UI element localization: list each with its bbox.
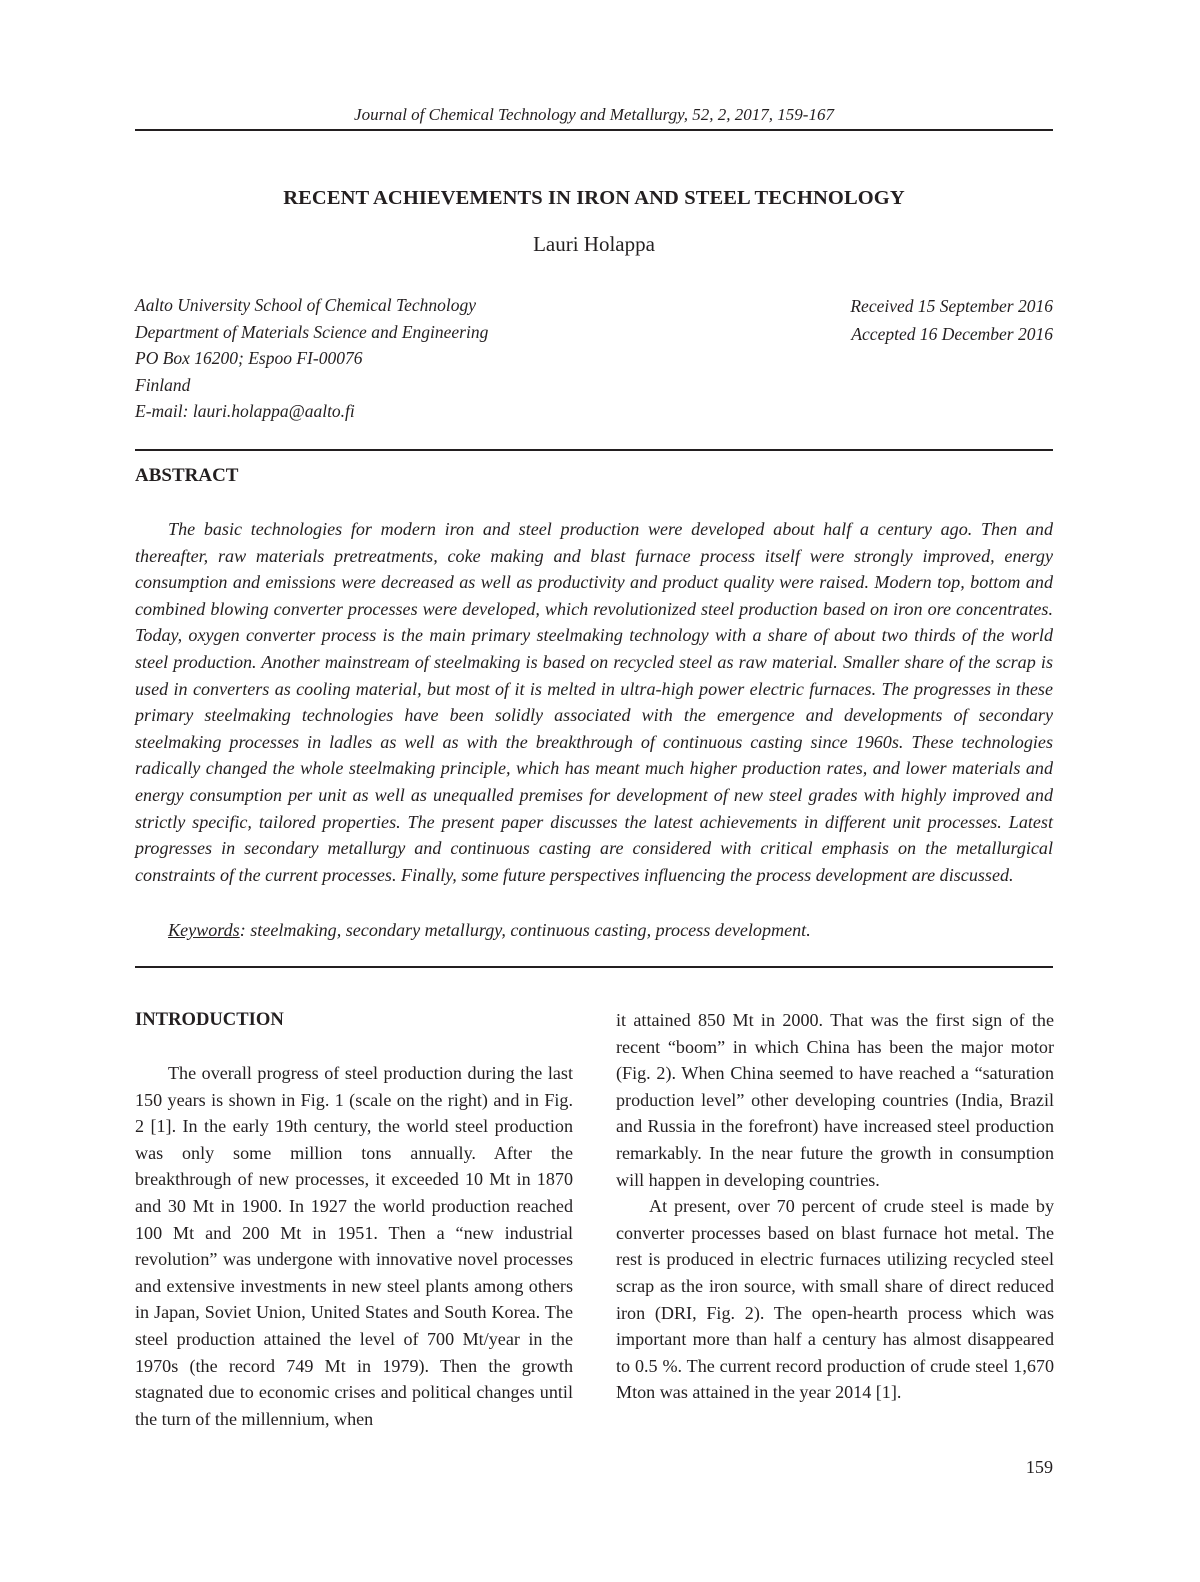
keywords-text: : steelmaking, secondary metallurgy, continuous casting, process development. — [239, 920, 811, 940]
author-affiliation — [135, 292, 655, 425]
journal-citation: Journal of Chemical Technology and Metallurgy, 52, 2, 2017, 159-167 — [354, 105, 834, 124]
header-rule — [135, 129, 1053, 131]
abstract-heading: ABSTRACT — [135, 465, 239, 486]
article-title: RECENT ACHIEVEMENTS IN IRON AND STEEL TECHNOLOGY — [283, 187, 905, 209]
affiliation-email: E-mail: lauri.holappa@aalto.fi — [135, 401, 355, 422]
abstract-text: The basic technologies for modern iron and steel production were developed about half a century ago. Then and thereafter, raw materials pretreatments, coke making and blast furnace process itself were strongly improved, energy consumption and emissions were decreased as well as productivity and product quality were raised. Modern top, bottom and combined blowing converter processes were developed, which revolutionized steel production based on iron ore concentrates. Today, oxygen converter process is the main primary steelmaking technology with a share of about two thirds of the world steel production. Another mainstream of steelmaking is based on recycled steel as raw material. Smaller share of the scrap is used in converters as cooling material, but most of it is melted in ultra-high power electric furnaces. The progresses in these primary steelmaking technologies have been solidly associated with the emergence and developments of secondary steelmaking processes in ladles as well as with the breakthrough of continuous casting since 1960s. These technologies radically changed the whole steelmaking principle, which has meant much higher production rates, and lower materials and energy consumption per unit as well as unequalled premises for development of new steel grades with highly improved and strictly specific, tailored properties. The present paper discusses the latest achievements in different unit processes. Latest progresses in secondary metallurgy and continuous casting are considered with critical emphasis on the metallurgical constraints of the current processes. Finally, some future perspectives influencing the process development are discussed. — [135, 519, 1053, 885]
page-number: 159 — [1025, 1457, 1053, 1477]
author-name: Lauri Holappa — [533, 232, 655, 256]
intro-paragraph-1-continued: it attained 850 Mt in 2000. That was the first sign of the recent “boom” in which China has been the major motor (Fig. 2). When China seemed to have reached a “saturation production level” other developing countries (India, Brazil and Russia in the forefront) have increased steel production remarkably. In the near future the growth in consumption will happen in developing countries. — [616, 1010, 1054, 1190]
keywords-label: Keywords — [168, 920, 240, 940]
introduction-heading: INTRODUCTION — [135, 1009, 284, 1030]
abstract-top-rule — [135, 449, 1053, 451]
received-date: Received 15 September 2016 — [850, 296, 1053, 316]
article-dates — [653, 292, 1053, 348]
accepted-date: Accepted 16 December 2016 — [851, 324, 1053, 344]
left-column — [135, 1007, 573, 1432]
affiliation-line: Finland — [135, 374, 191, 395]
affiliation-line: Aalto University School of Chemical Technology — [135, 295, 477, 315]
right-column — [616, 1007, 1054, 1406]
keywords — [135, 917, 1053, 944]
abstract-bottom-rule — [135, 966, 1053, 968]
affiliation-line: Department of Materials Science and Engineering — [135, 321, 489, 342]
intro-paragraph-2: At present, over 70 percent of crude steel is made by converter processes based on blast furnace hot metal. The rest is produced in electric furnaces utilizing recycled steel scrap as the iron source, with small share of direct reduced iron (DRI, Fig. 2). The open-hearth process which was important more than half a century has almost disappeared to 0.5 %. The current record production of crude steel 1,670 Mton was attained in the year 2014 [1]. — [616, 1196, 1054, 1403]
intro-paragraph-1: The overall progress of steel production during the last 150 years is shown in Fig. 1 (scale on the right) and in Fig. 2 [1]. In the early 19th century, the world steel production was only some million tons annually. After the breakthrough of new processes, it exceeded 10 Mt in 1870 and 30 Mt in 1900. In 1927 the world production reached 100 Mt and 200 Mt in 1951. Then a “new industrial revolution” was undergone with innovative novel processes and extensive investments in new steel plants among others in Japan, Soviet Union, United States and South Korea. The steel production attained the level of 700 Mt/year in the 1970s (the record 749 Mt in 1979). Then the growth stagnated due to economic crises and political changes until the turn of the millennium, when — [135, 1063, 573, 1429]
affiliation-line: PO Box 16200; Espoo FI-00076 — [135, 348, 363, 369]
